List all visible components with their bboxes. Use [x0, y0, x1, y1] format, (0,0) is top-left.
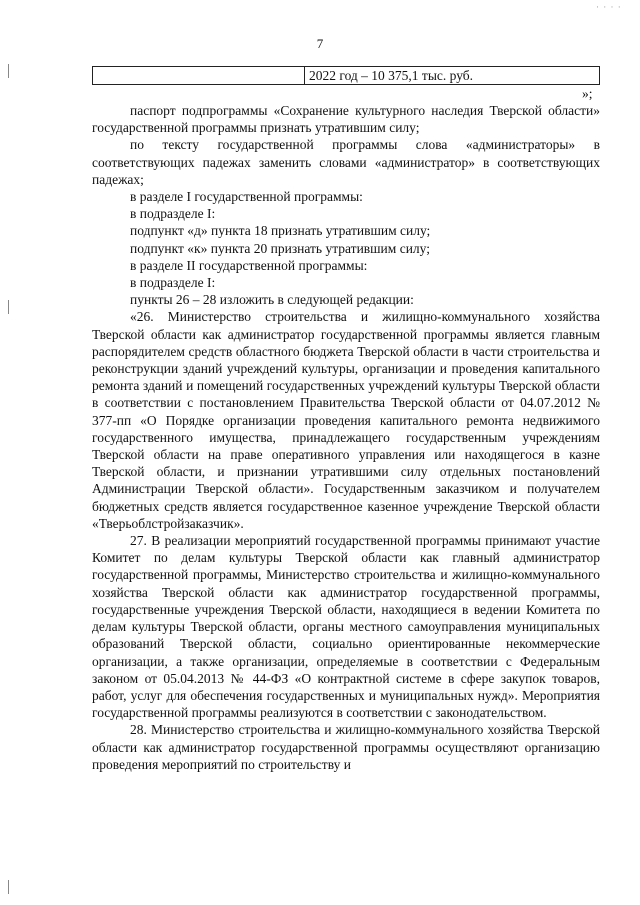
table-row	[92, 66, 600, 85]
table-cell-empty	[93, 67, 305, 84]
closing-quote: »;	[582, 86, 593, 101]
paragraph: подпункт «к» пункта 20 признать утратившим силу;	[130, 240, 430, 256]
paragraph: 27. В реализации мероприятий государственной программы принимают участие Комитет по делам культуры Тверской области как главный администратор государственной программы, Министерство строительства и жилищно-коммунального хозяйства Тверской области как администратор государственной программы, государственные учреждения Тверской области, находящиеся в ведении Комитета по делам культуры Тверской области, органы местного самоуправления муниципальных образований Тверской области, социально ориентированные некоммерческие организации, а также организации, определяемые в соответствии с Федеральным законом от 05.04.2013 № 44-ФЗ «О контрактной системе в сфере закупок товаров, работ, услуг для обеспечения государственных и муниципальных нужд». Мероприятия государственной программы реализуются в соответствии с законодательством.	[92, 533, 600, 721]
paragraph: паспорт подпрограммы «Сохранение культурного наследия Тверской области» государственной программы признать утратившим силу;	[92, 103, 600, 136]
paragraph: в подразделе I:	[130, 206, 216, 222]
paragraph: в разделе II государственной программы:	[130, 257, 368, 273]
page-number: 7	[316, 36, 324, 51]
paragraph: в разделе I государственной программы:	[130, 189, 363, 205]
document-body	[92, 102, 600, 773]
margin-mark	[8, 64, 9, 78]
paragraph: по тексту государственной программы слова «администраторы» в соответствующих падежах заменить словами «администратор» в соответствующих падежах;	[92, 137, 600, 187]
margin-mark	[8, 300, 9, 314]
paragraph: в подразделе I:	[130, 275, 216, 291]
table-cell-value: 2022 год – 10 375,1 тыс. руб.	[309, 68, 474, 83]
paragraph: подпункт «д» пункта 18 признать утратившим силу;	[130, 223, 431, 239]
margin-mark	[8, 880, 9, 894]
paragraph: пункты 26 – 28 изложить в следующей редакции:	[130, 292, 414, 308]
paragraph: 28. Министерство строительства и жилищно-коммунального хозяйства Тверской области как администратор государственной программы осуществляют организацию проведения мероприятий по строительству и	[92, 722, 600, 772]
corner-mark: · · · ·	[596, 2, 622, 12]
paragraph: «26. Министерство строительства и жилищно-коммунального хозяйства Тверской области как администратор государственной программы является главным распорядителем средств областного бюджета Тверской области в части строительства и реконструкции зданий учреждений культуры, организации и проведения капитального ремонта зданий и помещений государственных учреждений культуры Тверской области в соответствии с постановлением Правительства Тверской области от 04.07.2012 № 377-пп «О Порядке организации проведения капитального ремонта недвижимого государственного имущества, принадлежащего государственным учреждениям Тверской области на праве оперативного управления или находящегося в казне Тверской области, и признании утратившими силу отдельных постановлений Администрации Тверской области». Государственным заказчиком и получателем бюджетных средств является государственное казенное учреждение Тверской области «Тверьоблстройзаказчик».	[92, 309, 600, 531]
